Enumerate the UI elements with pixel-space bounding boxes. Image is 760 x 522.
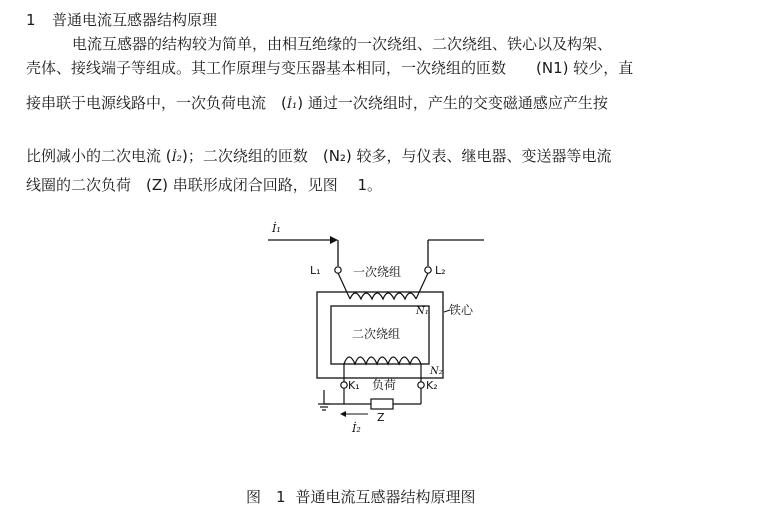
label-i2: İ₂ — [352, 422, 361, 435]
caption-number: 图 1 — [246, 488, 286, 506]
symbol-i1: İ₁ — [286, 97, 298, 112]
paragraph-line-3 — [26, 93, 608, 115]
symbol-i2: İ₂ — [171, 150, 182, 165]
primary-coil-icon — [350, 293, 416, 299]
section-heading — [26, 10, 217, 30]
label-z: Z — [377, 411, 385, 424]
paragraph-line-4-a: 比例减小的二次电流 ( — [26, 147, 172, 165]
label-k2: K₂ — [426, 379, 438, 392]
section-number: 1 — [26, 11, 36, 29]
terminal-k2-icon — [418, 382, 424, 388]
paragraph-line-1: 电流互感器的结构较为简单，由相互绝缘的一次绕组、二次绕组、铁心以及构架、 — [72, 35, 613, 53]
paragraph-line-3-b: ) 通过一次绕组时，产生的交变磁通感应产生按 — [297, 94, 608, 112]
current-transformer-diagram — [258, 214, 488, 436]
paragraph-line-5: 线圈的二次负荷 (Z) 串联形成闭合回路，见图 1。 — [26, 176, 383, 194]
load-resistor-icon — [371, 399, 393, 409]
label-k1: K₁ — [348, 379, 360, 392]
primary-winding-lead-left — [338, 273, 350, 299]
paragraph-line-4-b: )；二次绕组的匝数 (N₂) 较多，与仪表、继电器、变送器等电流 — [181, 147, 612, 165]
terminal-k1-icon — [341, 382, 347, 388]
paragraph-line-4 — [26, 146, 612, 168]
label-n1: N₁ — [416, 306, 429, 317]
terminal-l2-icon — [425, 267, 431, 273]
i1-arrow-icon — [330, 236, 338, 244]
secondary-coil-icon — [344, 357, 421, 364]
label-secondary-winding: 二次绕组 — [352, 327, 401, 341]
label-load: 负荷 — [372, 378, 397, 392]
terminal-l1-icon — [335, 267, 341, 273]
label-l2: L₂ — [435, 264, 446, 277]
label-i1: İ₁ — [272, 222, 281, 235]
figure-caption — [246, 486, 476, 507]
label-l1: L₁ — [310, 264, 321, 277]
paragraph-line-3-a: 接串联于电源线路中，一次负荷电流 ( — [26, 94, 287, 112]
label-core: 铁心 — [449, 303, 474, 317]
caption-title: 普通电流互感器结构原理图 — [295, 488, 476, 506]
paragraph-line-2: 壳体、接线端子等组成。其工作原理与变压器基本相同，一次绕组的匝数 (N1) 较少，直 — [26, 59, 634, 77]
primary-winding-lead-right — [416, 273, 428, 299]
label-primary-winding: 一次绕组 — [353, 265, 402, 279]
label-n2: N₂ — [430, 366, 443, 377]
i2-arrow-icon — [340, 411, 346, 417]
section-title: 普通电流互感器结构原理 — [52, 11, 218, 29]
